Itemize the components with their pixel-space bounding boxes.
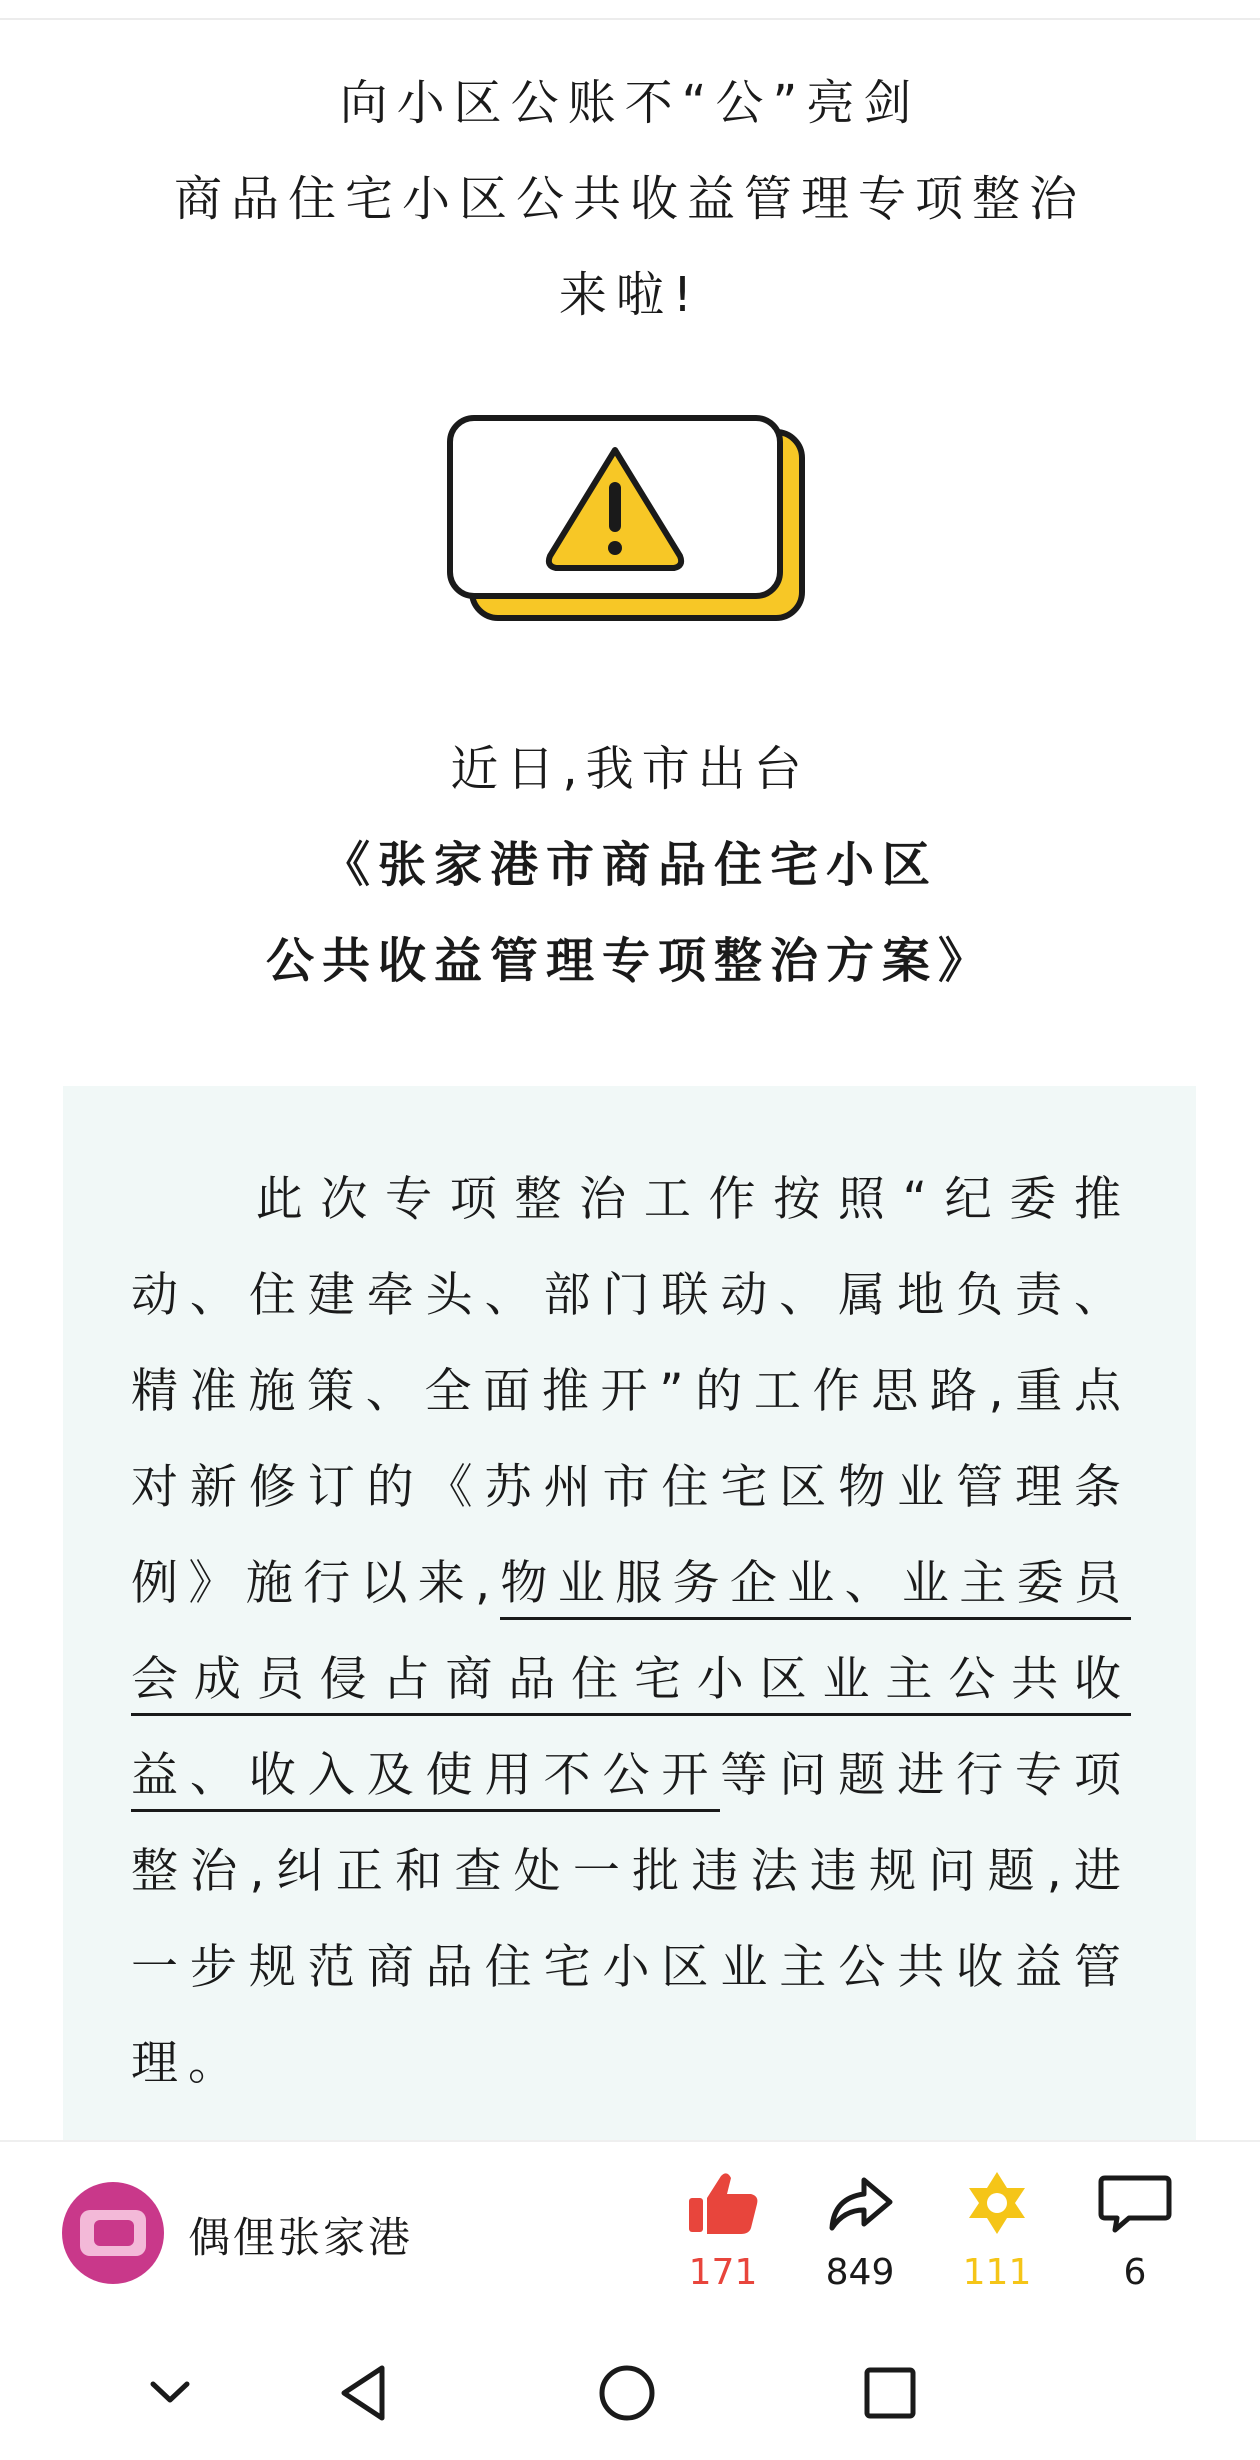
warning-triangle-icon	[440, 410, 820, 640]
body-paragraph	[131, 1152, 1131, 2112]
account-avatar[interactable]	[62, 2182, 164, 2284]
headline-line-1: 向小区公账不“公”亮剑	[339, 75, 921, 131]
avatar-logo-center	[94, 2220, 134, 2246]
intro-line-3: 公共收益管理专项整治方案》	[265, 933, 994, 989]
headline-line-2: 商品住宅小区公共收益管理专项整治	[173, 171, 1086, 227]
star-icon	[957, 2168, 1037, 2238]
intro-line-1: 近日,我市出台	[450, 741, 810, 797]
like-button[interactable]	[663, 2168, 783, 2298]
body-text-underlined: 物业服务企业、业主委员会成员侵占商品住宅小区业主公共收益、收入及使用不公开	[131, 1556, 1131, 1812]
chevron-down-icon[interactable]	[135, 2358, 205, 2428]
comment-bubble-icon	[1095, 2168, 1175, 2238]
comment-button[interactable]	[1075, 2168, 1195, 2298]
recents-square-icon[interactable]	[855, 2358, 925, 2428]
favorite-button[interactable]	[937, 2168, 1057, 2298]
thumbs-up-icon	[683, 2168, 763, 2238]
top-divider	[0, 18, 1260, 20]
favorite-count: 111	[962, 2252, 1032, 2293]
body-text-part2: 等问题进行专项整治,纠正和查处一批违法违规问题,进一步规范商品住宅小区业主公共收益管理。	[131, 1748, 1131, 2091]
home-circle-icon[interactable]	[592, 2358, 662, 2428]
share-count: 849	[825, 2252, 895, 2293]
back-triangle-icon[interactable]	[330, 2358, 400, 2428]
account-name[interactable]: 偶俚张家港	[188, 2213, 414, 2262]
comment-count: 6	[1123, 2252, 1147, 2293]
share-button[interactable]	[800, 2168, 920, 2298]
body-text-part1: 此次专项整治工作按照“纪委推动、住建牵头、部门联动、属地负责、精准施策、全面推开”的工作思路,重点对新修订的《苏州市住宅区物业管理条例》施行以来,	[131, 1172, 1131, 1611]
intro-line-2: 《张家港市商品住宅小区	[321, 837, 938, 893]
like-count: 171	[688, 2252, 758, 2293]
share-arrow-icon	[820, 2168, 900, 2238]
headline-line-3: 来啦!	[558, 267, 702, 323]
